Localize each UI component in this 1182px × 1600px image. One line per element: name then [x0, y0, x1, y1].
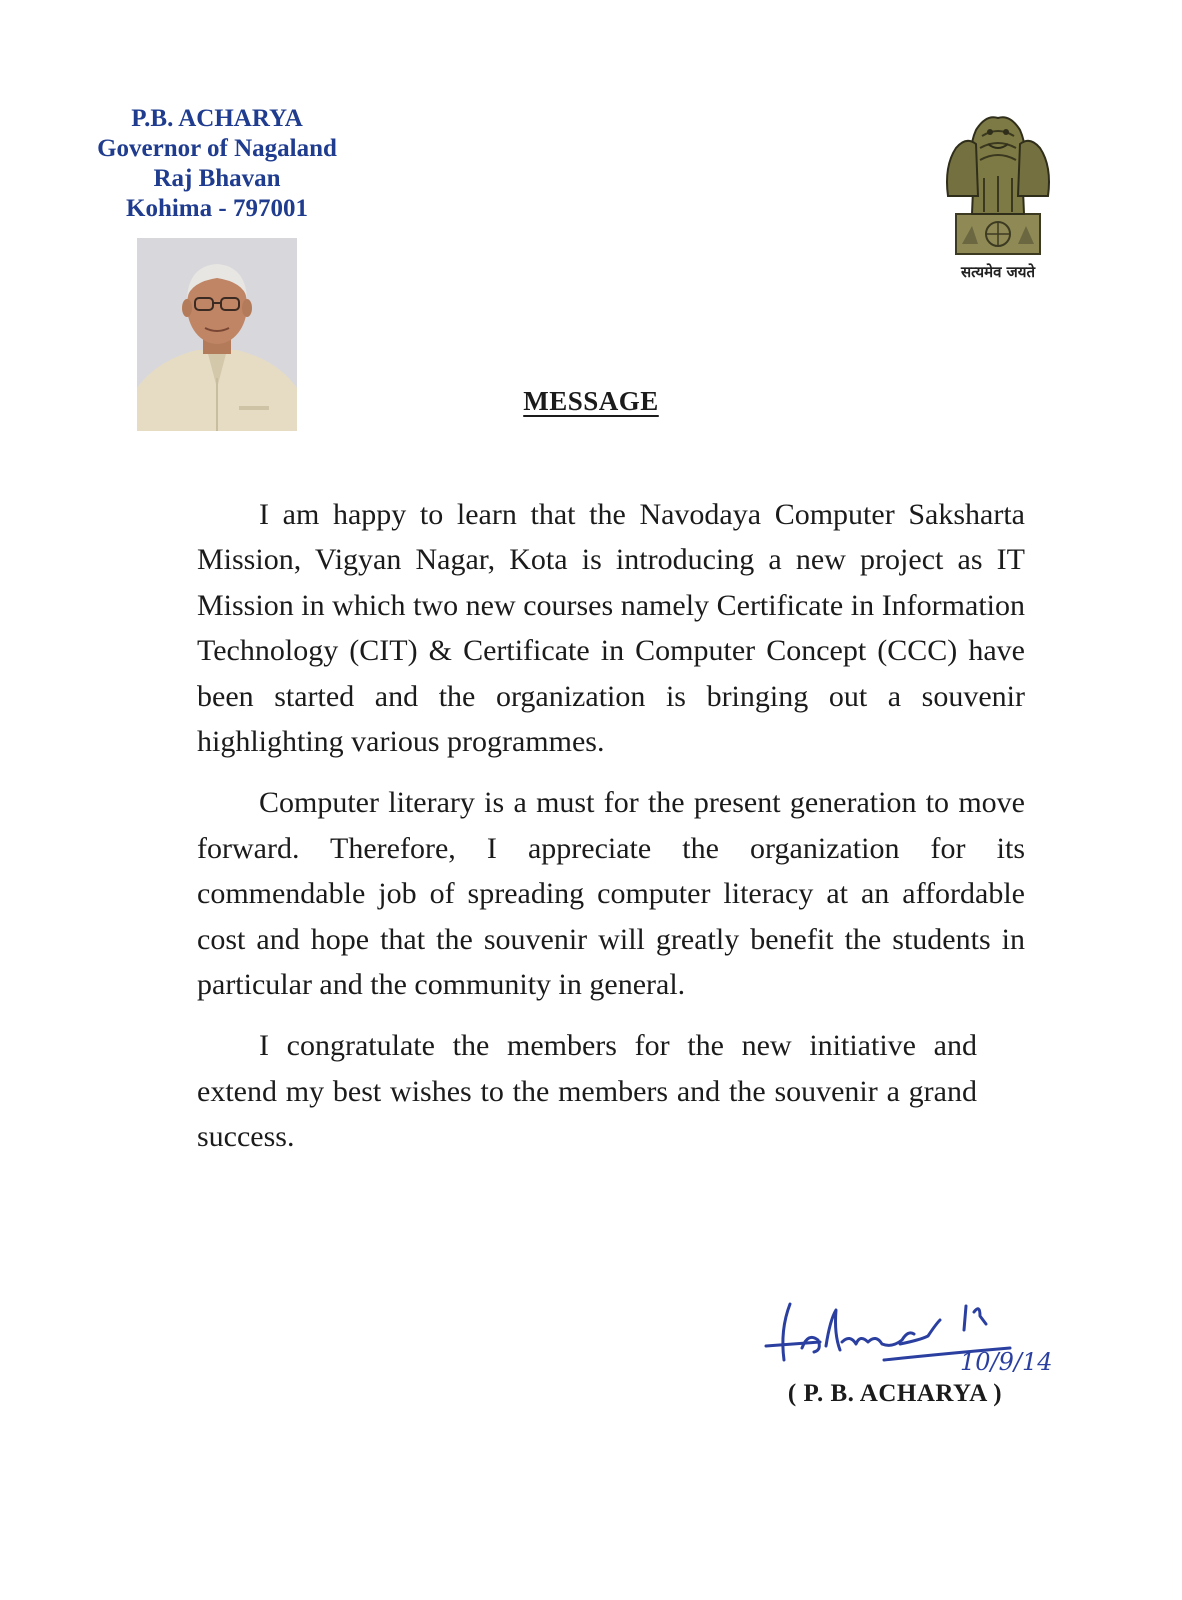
signatory-name: ( P. B. ACHARYA ): [787, 1380, 1003, 1407]
message-body: [197, 492, 1025, 1176]
letterhead: [62, 104, 372, 224]
message-title: [0, 386, 1182, 417]
signature-block: [760, 1290, 1060, 1380]
governor-name: P.B. ACHARYA: [131, 105, 303, 132]
message-paragraph: I congratulate the members for the new initiative and extend my best wishes to the members and the souvenir a grand success.: [197, 1029, 977, 1154]
message-title-text: MESSAGE: [523, 386, 659, 416]
office-address: Kohima - 797001: [126, 195, 308, 222]
state-emblem-icon: [938, 96, 1058, 261]
designation: Governor of Nagaland: [97, 135, 337, 162]
office-name: Raj Bhavan: [153, 165, 281, 192]
emblem-motto: सत्यमेव जयते: [960, 263, 1036, 281]
message-paragraph: I am happy to learn that the Navodaya Computer Saksharta Mission, Vigyan Nagar, Kota is introducing a new project as IT Mission in which two new courses namely Certificate in Information Technology (CIT) & Certificate in Computer Concept (CCC) have been started and the organization is bringing out a souvenir highlighting various programmes.: [197, 498, 1025, 759]
signature-date: 10/9/14: [960, 1348, 1053, 1376]
handwritten-signature-icon: [760, 1290, 1060, 1380]
state-emblem: [938, 96, 1058, 286]
message-paragraph: Computer literary is a must for the present generation to move forward. Therefore, I appreciate the organization for its commendable job of spreading computer literacy at an affordable cost and hope that the souvenir will greatly benefit the students in particular and the community in general.: [197, 786, 1025, 1002]
